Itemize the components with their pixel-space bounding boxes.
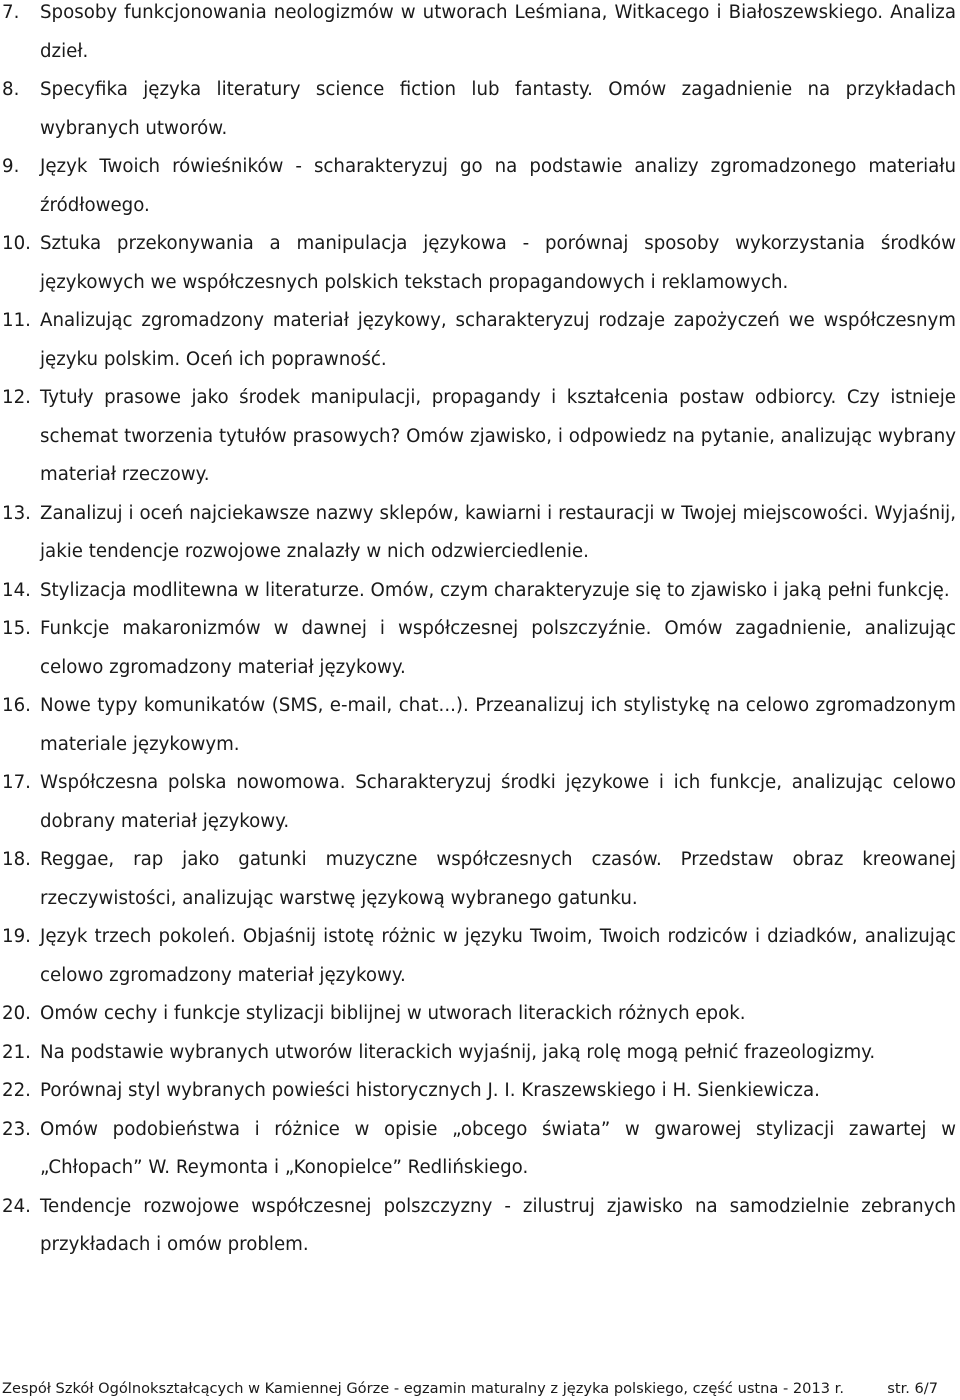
- item-number: 13.: [2, 502, 31, 524]
- item-text: Tendencje rozwojowe współczesnej polszczyzny - zilustruj zjawisko na samodzielnie zebranych przykładach i omów problem.: [40, 1195, 956, 1255]
- item-text: Sztuka przekonywania a manipulacja językowa - porównaj sposoby wykorzystania środków językowych we współczesnych polskich tekstach propagandowych i reklamowych.: [40, 233, 956, 293]
- item-text: Omów podobieństwa i różnice w opisie „obcego świata” w gwarowej stylizacji zawartej w „Chłopach” W. Reymonta i „Konopielce” Redlińskiego.: [40, 1118, 956, 1178]
- item-number: 10.: [2, 233, 31, 254]
- list-item: [0, 572, 960, 611]
- item-text: Porównaj styl wybranych powieści historycznych J. I. Kraszewskiego i H. Sienkiewicza.: [40, 1080, 820, 1101]
- list-item: [0, 687, 960, 764]
- list-item: [0, 0, 960, 71]
- item-number: 9.: [2, 156, 20, 177]
- list-item: [0, 610, 960, 687]
- page-footer: [2, 1379, 938, 1399]
- item-text: Funkcje makaronizmów w dawnej i współczesnej polszczyźnie. Omów zagadnienie, analizując celowo zgromadzony materiał językowy.: [40, 618, 956, 678]
- list-item: [0, 841, 960, 918]
- item-number: 14.: [2, 579, 31, 601]
- list-item: [0, 225, 960, 302]
- list-item: [0, 379, 960, 495]
- item-text: Język Twoich rówieśników - scharakteryzuj go na podstawie analizy zgromadzonego materiału źródłowego.: [40, 156, 956, 216]
- item-number: 7.: [2, 2, 20, 23]
- list-item: [0, 71, 960, 148]
- list-item: [0, 1111, 960, 1188]
- item-number: 12.: [2, 387, 31, 408]
- item-number: 19.: [2, 926, 31, 947]
- item-text: Współczesna polska nowomowa. Scharakteryzuj środki językowe i ich funkcje, analizując celowo dobrany materiał językowy.: [40, 772, 956, 832]
- list-item: [0, 495, 960, 572]
- list-item: [0, 764, 960, 841]
- item-text: Omów cechy i funkcje stylizacji biblijnej w utworach literackich różnych epok.: [40, 1003, 746, 1024]
- item-number: 20.: [2, 1003, 31, 1024]
- item-number: 17.: [2, 772, 31, 793]
- list-item: [0, 1034, 960, 1073]
- item-text: Stylizacja modlitewna w literaturze. Omów, czym charakteryzuje się to zjawisko i jaką pełni funkcję.: [40, 579, 950, 601]
- item-text: Zanalizuj i oceń najciekawsze nazwy sklepów, kawiarni i restauracji w Twojej miejscowości. Wyjaśnij, jakie tendencje rozwojowe znalazły w nich odzwierciedlenie.: [40, 502, 956, 562]
- item-text: Nowe typy komunikatów (SMS, e-mail, chat...). Przeanalizuj ich stylistykę na celowo zgromadzonym materiale językowym.: [40, 695, 956, 755]
- item-number: 16.: [2, 695, 31, 716]
- page-number: str. 6/7: [887, 1380, 938, 1397]
- item-text: Specyfika języka literatury science fiction lub fantasty. Omów zagadnienie na przykładach wybranych utworów.: [40, 79, 956, 139]
- item-text: Reggae, rap jako gatunki muzyczne współczesnych czasów. Przedstaw obraz kreowanej rzeczywistości, analizując warstwę językową wybranego gatunku.: [40, 849, 956, 909]
- item-number: 23.: [2, 1118, 31, 1140]
- list-item: [0, 995, 960, 1034]
- item-number: 11.: [2, 310, 31, 331]
- item-text: Język trzech pokoleń. Objaśnij istotę różnic w języku Twoim, Twoich rodziców i dziadków, analizując celowo zgromadzony materiał językowy.: [40, 926, 956, 986]
- item-text: Sposoby funkcjonowania neologizmów w utworach Leśmiana, Witkacego i Białoszewskiego. Analiza dzieł.: [40, 2, 956, 62]
- item-number: 21.: [2, 1041, 31, 1063]
- list-item: [0, 302, 960, 379]
- item-number: 15.: [2, 618, 31, 639]
- item-number: 18.: [2, 849, 31, 870]
- item-text: Na podstawie wybranych utworów literackich wyjaśnij, jaką rolę mogą pełnić frazeologizmy.: [40, 1041, 876, 1063]
- list-item: [0, 148, 960, 225]
- item-text: Tytuły prasowe jako środek manipulacji, propagandy i kształcenia postaw odbiorcy. Czy istnieje schemat tworzenia tytułów prasowych? Omów zjawisko, i odpowiedz na pytanie, analizując wybrany materiał rzeczowy.: [40, 387, 956, 485]
- list-item: [0, 918, 960, 995]
- list-item: [0, 1072, 960, 1111]
- item-number: 24.: [2, 1195, 31, 1217]
- list-item: [0, 1188, 960, 1265]
- footer-school-info: Zespół Szkół Ogólnokształcących w Kamiennej Górze - egzamin maturalny z języka polskiego, część ustna - 2013 r.: [2, 1380, 844, 1397]
- item-number: 22.: [2, 1080, 31, 1101]
- item-number: 8.: [2, 79, 20, 100]
- item-text: Analizując zgromadzony materiał językowy, scharakteryzuj rodzaje zapożyczeń we współczesnym języku polskim. Oceń ich poprawność.: [40, 310, 956, 370]
